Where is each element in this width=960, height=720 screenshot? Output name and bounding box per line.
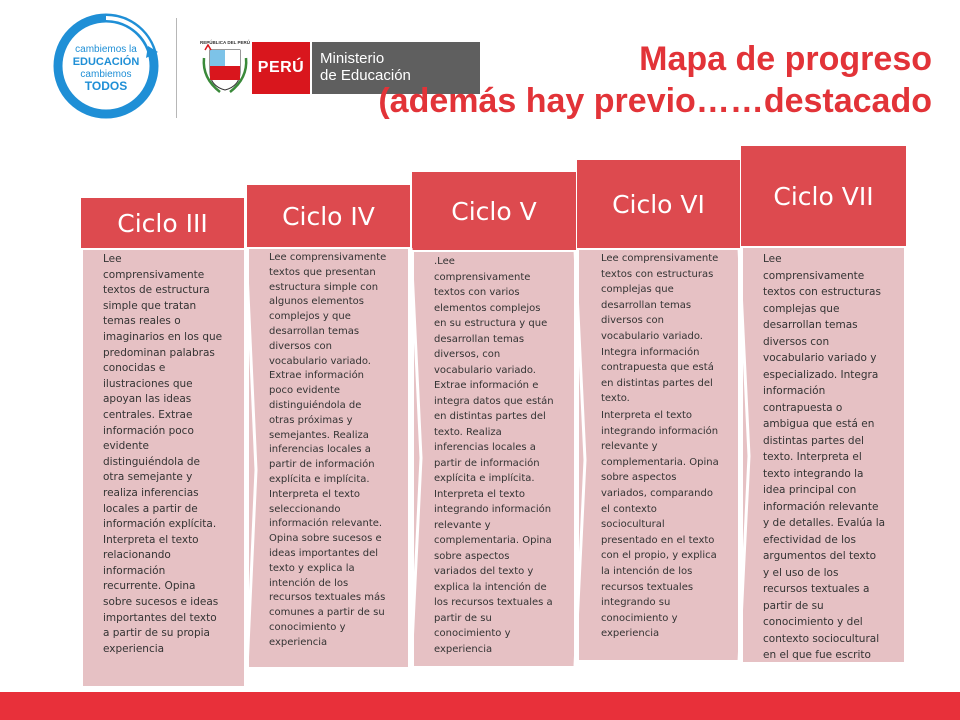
cycle-column-v [412,172,576,670]
cycle-header: Ciclo VII [741,146,906,246]
peru-crest-icon [200,38,250,94]
logo-line2: EDUCACIÓN [72,56,140,68]
logo-line3: cambiemos [80,69,132,80]
peru-label: PERÚ [252,42,310,94]
cycle-text-part2: Interpreta el texto integrando información relevante y complementaria. Opina sobre aspectos variados, comparando el contexto sociocultural presentado en el texto con el propio, y explica la intención de los recursos textuales integrando su conocimiento y experiencia [601,410,719,640]
chevron-arrow-icon [401,248,423,668]
cycle-header: Ciclo VI [577,160,740,248]
cambiemos-educacion-logo [52,12,160,120]
title-line1: Mapa de progreso [639,40,932,78]
title-line2: (además hay previo……destacado [378,82,932,120]
logo-line4: TODOS [84,79,128,93]
chevron-arrow-icon [729,248,751,664]
cycle-header: Ciclo III [81,198,244,248]
chevron-arrow-icon [565,250,587,668]
cycle-header: Ciclo IV [247,185,410,247]
cycle-text: Lee comprensivamente textos con estructuras complejas que desarrollan temas diversos con vocabulario variado. Integra información contrapuesta que está en distintas partes del texto. [601,253,719,405]
cycle-column-vi [577,160,740,665]
slide-title [378,38,932,122]
header-divider [176,18,177,118]
cycle-column-iii [81,198,246,692]
cycle-text: .Lee comprensivamente textos con varios elementos complejos en su estructura y que desarrollan temas diversos, con vocabulario variado. Extrae información e integra datos que están en distintas partes del texto. Realiza inferencias locales a partir de información explícita e implícita. Interpreta el texto integrando información relevante y complementaria. Opina sobre aspectos variados del texto y explica la intención de los recursos textuales a partir de su conocimiento y experiencia [434,256,554,655]
cycle-header: Ciclo V [412,172,576,250]
cycle-text: Lee comprensivamente textos que presentan estructura simple con algunos elementos complejos y que desarrollan temas diversos con vocabulario variado. Extrae información poco evidente distinguiéndola de otras próximas y semejantes. Realiza inferencias locales a partir de información explícita e implícita. Interpreta el texto seleccionando información relevante. Opina sobre sucesos e ideas importantes del texto y explica la intención de los recursos textuales más comunes a partir de su conocimiento y experiencia [269,252,387,648]
logo-line1: cambiemos la [75,44,137,55]
ministry-label: Ministerio de Educación [312,42,480,94]
cycle-text: Lee comprensivamente textos con estructuras complejas que desarrollan temas diversos con vocabulario variado y especializado. Integra información contrapuesta o ambigua que está en distintas partes del texto. Interpreta el texto integrando la idea principal con información relevante y de detalles. Evalúa la efectividad de los argumentos del texto y el uso de los recursos textuales a partir de su conocimiento y del contexto sociocultural en el que fue escrito [763,253,886,661]
cycle-column-iv [247,185,410,670]
footer-bar [0,692,960,720]
cycle-column-vii [741,146,906,667]
chevron-arrow-icon [236,250,258,692]
cycle-text: Lee comprensivamente textos de estructura simple que tratan temas reales o imaginarios en los que predominan palabras conocidas e ilustraciones que apoyan las ideas centrales. Extrae información poco evidente distinguiéndola de otra semejante y realiza inferencias locales a partir de información explícita. Interpreta el texto relacionando información recurrente. Opina sobre sucesos e ideas importantes del texto a partir de su propia experiencia [103,253,223,655]
crest-caption: REPÚBLICA DEL PERÚ [200,40,250,45]
